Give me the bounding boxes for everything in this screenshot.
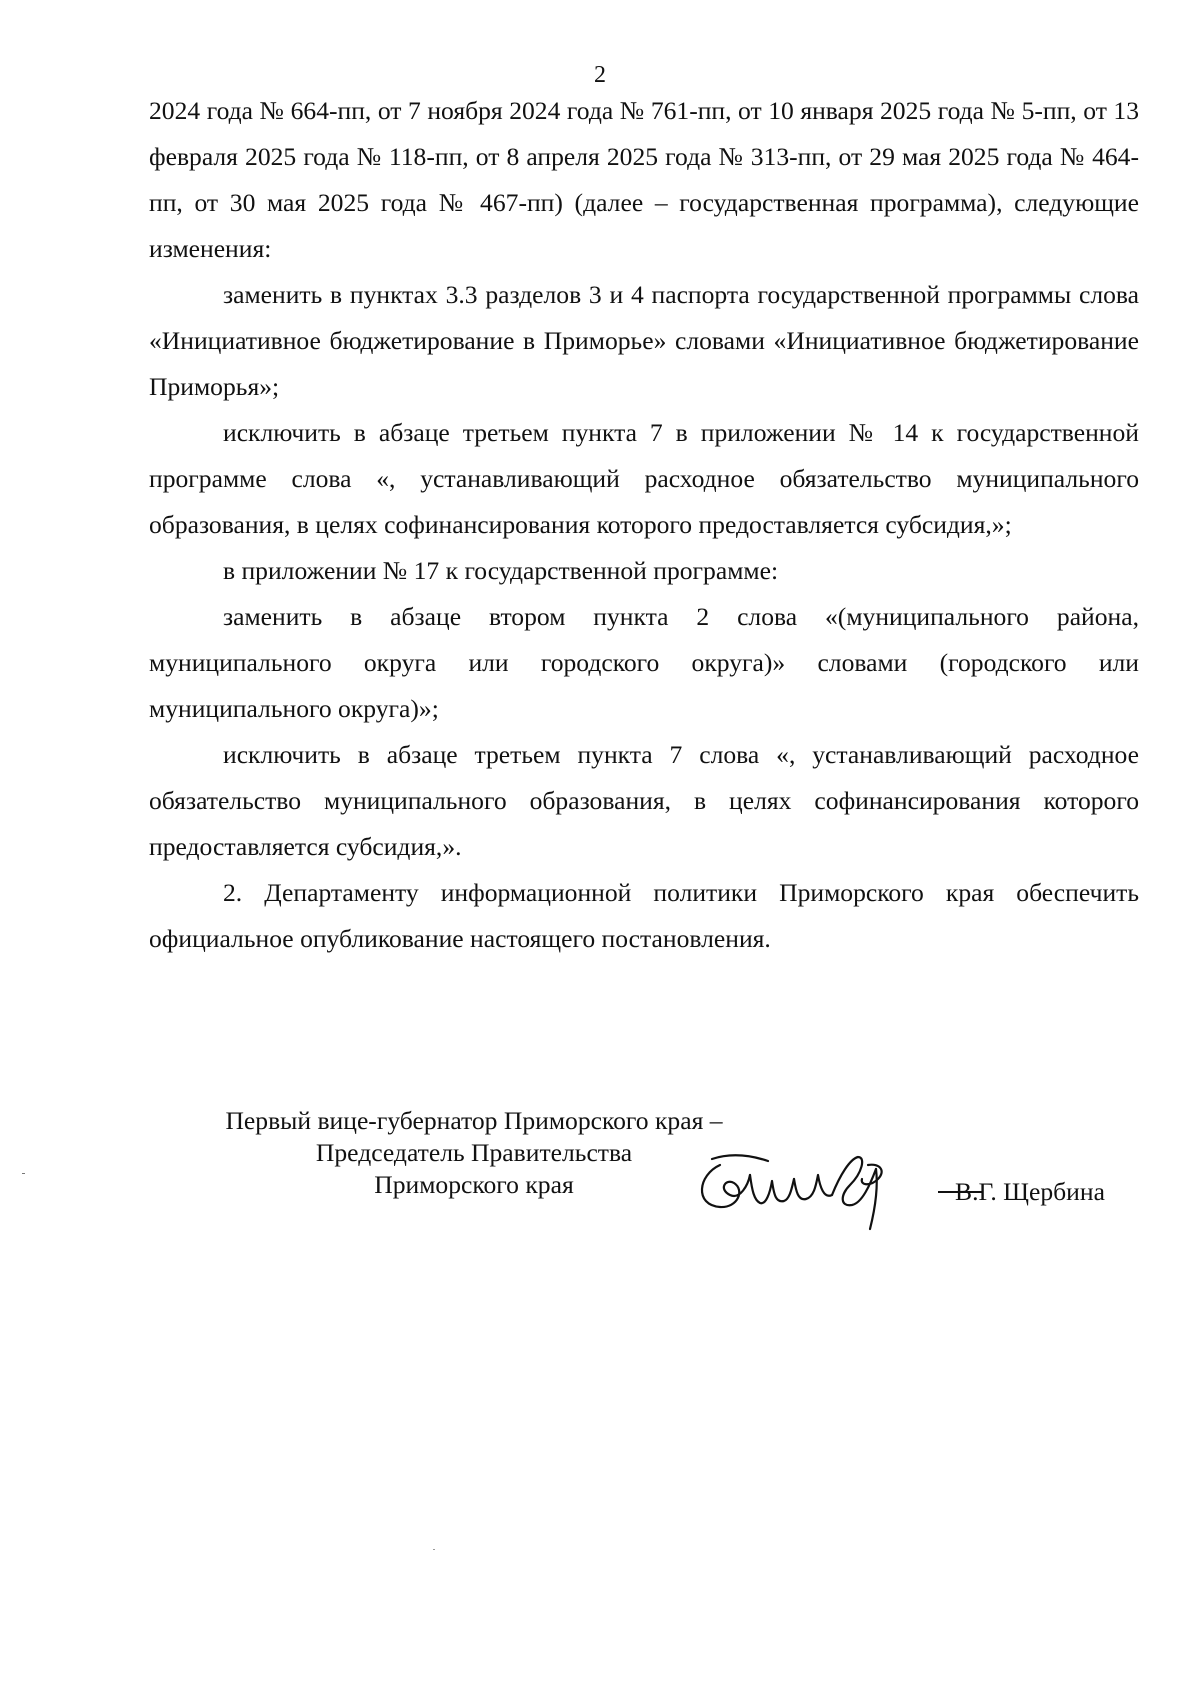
- signatory-title-line-1: Первый вице-губернатор Приморского края –: [225, 1106, 723, 1135]
- signatory-name: В.Г. Щербина: [955, 1177, 1105, 1206]
- paragraph-appendix-17-intro: в приложении № 17 к государственной программе:: [223, 556, 779, 585]
- signature-block: [0, 1105, 1200, 1225]
- paragraph-replace-passport-words: заменить в пунктах 3.3 разделов 3 и 4 паспорта государственной программы слова «Инициативное бюджетирование в Приморье» словами «Инициативное бюджетирование Приморья»;: [149, 280, 1139, 401]
- paragraph-replace-appendix-17: заменить в абзаце втором пункта 2 слова «(муниципального района, муниципального округа или городского округа)» словами (городского или муниципального округа)»;: [149, 602, 1139, 723]
- paragraph-publication-order: 2. Департаменту информационной политики Приморского края обеспечить официальное опубликование настоящего постановления.: [149, 878, 1139, 953]
- signatory-title-line-2: Председатель Правительства: [315, 1138, 633, 1167]
- document-body: [149, 88, 1139, 962]
- paragraph-exclude-appendix-17: исключить в абзаце третьем пункта 7 слова «, устанавливающий расходное обязательство муниципального образования, в целях софинансирования которого предоставляется субсидия,».: [149, 740, 1139, 861]
- scan-mark-bottom: [433, 1549, 435, 1550]
- signatory-title: [184, 1105, 764, 1201]
- handwritten-signature: [690, 1145, 930, 1231]
- page-number: 2: [594, 62, 606, 88]
- paragraph-exclude-appendix-14: исключить в абзаце третьем пункта 7 в приложении № 14 к государственной программе слова «, устанавливающий расходное обязательство муниципального образования, в целях софинансирования которого предоставляется субсидия,»;: [149, 418, 1139, 539]
- scan-mark: [22, 1173, 25, 1174]
- signatory-title-line-3: Приморского края: [374, 1170, 574, 1199]
- paragraph-continuation: 2024 года № 664-пп, от 7 ноября 2024 года № 761-пп, от 10 января 2025 года № 5-пп, от 13 февраля 2025 года № 118-пп, от 8 апреля 2025 года № 313-пп, от 29 мая 2025 года № 464-пп, от 30 мая 2025 года № 467-пп) (далее – государственная программа), следующие изменения:: [149, 96, 1139, 263]
